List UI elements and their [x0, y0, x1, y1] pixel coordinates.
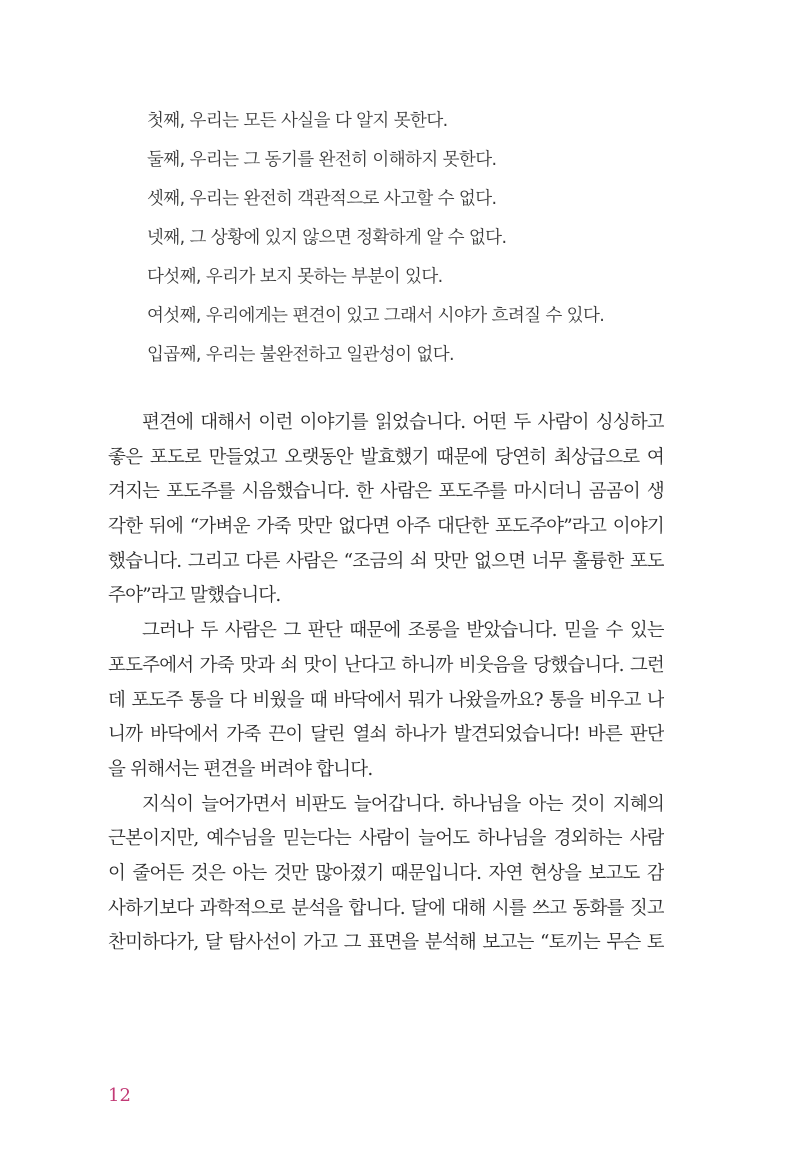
text-line: 데 포도주 통을 다 비웠을 때 바닥에서 뭐가 나왔을까요? 통을 비우고 나	[108, 689, 664, 711]
list-item: 셋째, 우리는 완전히 객관적으로 사고할 수 없다.	[147, 189, 497, 209]
text-line: 편견에 대해서 이런 이야기를 읽었습니다. 어떤 두 사람이 싱싱하고	[142, 412, 664, 433]
text-line: 좋은 포도로 만들었고 오랫동안 발효했기 때문에 당연히 최상급으로 여	[108, 446, 664, 468]
text-line: 겨지는 포도주를 시음했습니다. 한 사람은 포도주를 마시더니 곰곰이 생	[108, 481, 664, 503]
text-line: 근본이지만, 예수님을 믿는다는 사람이 늘어도 하나님을 경외하는 사람	[108, 828, 664, 850]
list-item: 입곱째, 우리는 불완전하고 일관성이 없다.	[147, 345, 454, 365]
text-line: 포도주에서 가죽 맛과 쇠 맛이 난다고 하니까 비웃음을 당했습니다. 그런	[108, 654, 664, 676]
text-line: 을 위해서는 편견을 버려야 합니다.	[108, 758, 373, 780]
numbered-list	[147, 102, 707, 375]
text-line: 이 줄어든 것은 아는 것만 많아졌기 때문입니다. 자연 현상을 보고도 감	[108, 862, 664, 884]
text-line: 사하기보다 과학적으로 분석을 합니다. 달에 대해 시를 쓰고 동화를 짓고	[108, 897, 664, 919]
text-line: 찬미하다가, 달 탐사선이 가고 그 표면을 분석해 보고는 “토끼는 무슨 토	[108, 932, 664, 954]
text-line: 했습니다. 그리고 다른 사람은 “조금의 쇠 맛만 없으면 너무 훌륭한 포도	[108, 550, 664, 572]
text-line: 그러나 두 사람은 그 판단 때문에 조롱을 받았습니다. 믿을 수 있는	[142, 620, 664, 642]
text-line: 니까 바닥에서 가죽 끈이 달린 열쇠 하나가 발견되었습니다! 바른 판단	[108, 724, 664, 746]
page-number: 12	[108, 1085, 131, 1106]
list-item: 둘째, 우리는 그 동기를 완전히 이해하지 못한다.	[147, 150, 497, 170]
text-line: 지식이 늘어가면서 비판도 늘어갑니다. 하나님을 아는 것이 지혜의	[142, 793, 664, 815]
text-line: 각한 뒤에 “가벼운 가죽 맛만 없다면 아주 대단한 포도주야”라고 이야기	[108, 516, 664, 538]
list-item: 첫째, 우리는 모든 사실을 다 알지 못한다.	[147, 111, 448, 131]
list-item: 여섯째, 우리에게는 편견이 있고 그래서 시야가 흐려질 수 있다.	[147, 306, 605, 326]
text-line: 주야”라고 말했습니다.	[108, 585, 281, 607]
list-item: 다섯째, 우리가 보지 못하는 부분이 있다.	[147, 267, 443, 287]
list-item: 넷째, 그 상황에 있지 않으면 정확하게 알 수 없다.	[147, 228, 507, 248]
body-text	[108, 406, 664, 961]
